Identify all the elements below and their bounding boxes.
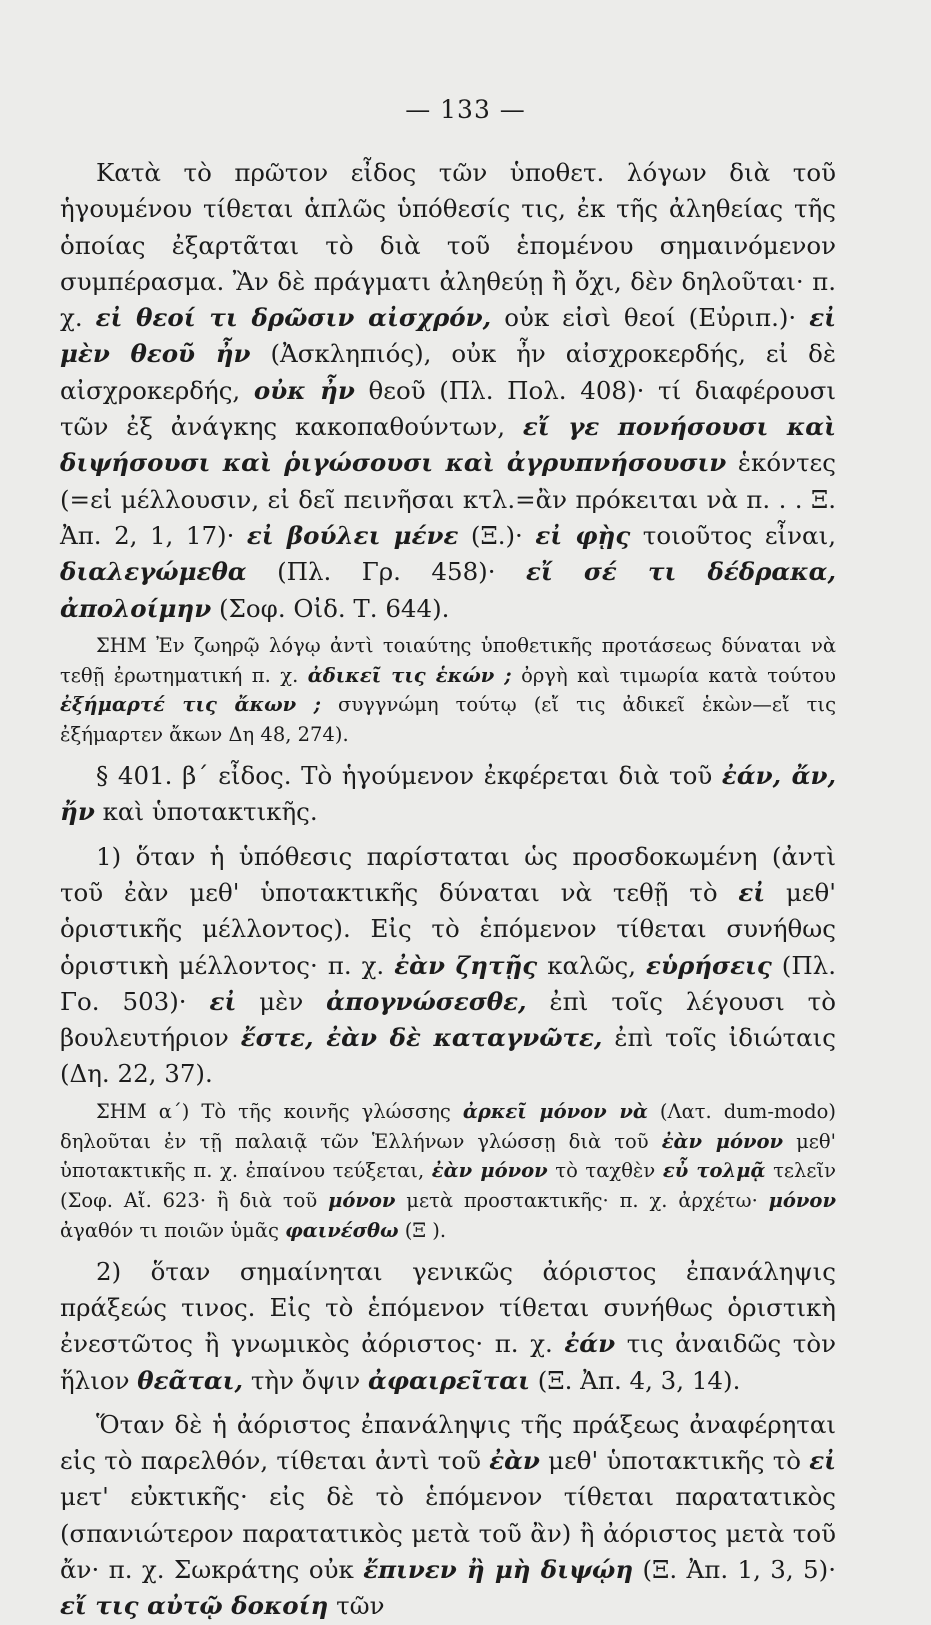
- text-run: τὴν ὄψιν: [243, 1365, 369, 1395]
- emphasized-text: φαινέσθω: [285, 1218, 399, 1242]
- emphasized-text: ἀπογνώσεσθε,: [326, 986, 527, 1016]
- text-run: καὶ ὑποτακτικῆς.: [94, 797, 318, 827]
- paragraph: [60, 839, 836, 1093]
- text-run: (Λατ. dum-modo) δηλοῦται ἐν τῇ παλαιᾷ τῶν Ἑλλήνων γλώσσῃ διὰ τοῦ: [60, 1099, 836, 1153]
- text-run: μὲν: [236, 986, 327, 1016]
- text-run: μεθ' ὑποτακτικῆς π. χ. ἐπαίνου τεύξεται,: [60, 1129, 837, 1183]
- emphasized-text: θεᾶται,: [137, 1365, 244, 1395]
- emphasized-text: ἀφαιρεῖται: [368, 1365, 530, 1395]
- emphasized-text: ἐάν: [564, 1329, 616, 1359]
- text-run: τὸ ταχθὲν: [547, 1159, 663, 1183]
- emphasized-text: ἐὰν: [489, 1446, 540, 1476]
- emphasized-text: εἰ: [738, 877, 766, 907]
- text-run: τις ἀναιδῶς τὸν ἥλιον: [60, 1329, 836, 1395]
- text-run: (Ξ.)·: [458, 520, 536, 550]
- emphasized-text: ἐὰν μόνον: [431, 1159, 548, 1183]
- text-run: ἀγαθόν τι ποιῶν ὑμᾶς: [60, 1218, 286, 1242]
- emphasized-text: εἰ: [209, 986, 237, 1016]
- text-run: (Πλ. Γο. 503)·: [60, 950, 836, 1016]
- text-run: τοιοῦτος εἶναι,: [630, 520, 836, 550]
- emphasized-text: ἐξήμαρτέ τις ἄκων ;: [60, 693, 321, 717]
- emphasized-text: εἴ τις αὐτῷ δοκοίη: [60, 1591, 329, 1621]
- emphasized-text: οὐκ ἦν: [253, 375, 355, 405]
- note-paragraph: [60, 631, 836, 750]
- text-run: ΣΗΜ α΄) Τὸ τῆς κοινῆς γλώσσης: [96, 1099, 463, 1123]
- emphasized-text: εἰ βούλει μένε: [246, 520, 459, 550]
- emphasized-text: ἀρκεῖ μόνον νὰ: [462, 1099, 648, 1123]
- emphasized-text: εἴ σέ τι δέδρακα, ἀπολοίμην: [60, 557, 836, 623]
- text-run: 2) ὅταν σημαίνηται γενικῶς ἀόριστος ἐπανάληψις πράξεώς τινος. Εἰς τὸ ἑπόμενον τίθεται συνήθως ὁριστικὴ ἐνεστῶτος ἢ γνωμικὸς ἀόριστος· π. χ.: [60, 1256, 836, 1359]
- emphasized-text: εἴ γε πονήσουσι καὶ διψήσουσι καὶ ῥιγώσουσι καὶ ἀγρυπνήσουσιν: [60, 412, 837, 478]
- text-run: § 401. β΄ εἶδος. Τὸ ἡγούμενον ἐκφέρεται διὰ τοῦ: [96, 761, 722, 791]
- paragraph: [60, 1407, 836, 1625]
- text-run: ἐπὶ τοῖς ἰδιώταις (Δη. 22, 37).: [60, 1023, 836, 1089]
- text-run: ὀργὴ καὶ τιμωρία κατὰ τούτου: [511, 663, 836, 687]
- text-body: [60, 155, 836, 1625]
- emphasized-text: εἰ θεοί τι δρῶσιν αἰσχρόν,: [95, 303, 492, 333]
- text-run: ἐπὶ τοῖς λέγουσι τὸ βουλευτήριον: [60, 986, 836, 1053]
- emphasized-text: ἀδικεῖ τις ἑκών ;: [307, 663, 512, 687]
- emphasized-text: εἰ: [809, 1446, 836, 1476]
- text-run: συγγνώμη τούτῳ (εἴ τις ἀδικεῖ ἑκὼν—εἴ τις ἐξήμαρτεν ἄκων Δη 48, 274).: [60, 693, 836, 747]
- text-run: Κατὰ τὸ πρῶτον εἶδος τῶν ὑποθετ. λόγων διὰ τοῦ ἡγουμένου τίθεται ἁπλῶς ὑπόθεσίς τις, ἐκ τῆς ἀληθείας τῆς ὁποίας ἐξαρτᾶται τὸ διὰ τοῦ ἑπομένου σημαινόμενον συμπέρασμα. Ἂν δὲ πράγματι ἀληθεύῃ ἢ ὄχι, δὲν δηλοῦται· π. χ.: [60, 158, 836, 333]
- emphasized-text: εἰ φῂς: [535, 520, 631, 550]
- text-run: (Ξ. Ἀπ. 1, 3, 5)·: [633, 1555, 836, 1585]
- text-run: τελεῖν (Σοφ. Αἴ. 623· ἢ διὰ τοῦ: [60, 1159, 836, 1213]
- emphasized-text: διαλεγώμεθα: [60, 557, 247, 587]
- text-run: καλῶς,: [537, 950, 647, 980]
- emphasized-text: ἔπινεν ἢ μὴ διψῴη: [363, 1555, 634, 1585]
- text-run: ἑκόντες (=εἰ μέλλουσιν, εἰ δεῖ πεινῆσαι κτλ.=ἂν πρόκειται νὰ π. . . Ξ. Ἀπ. 2, 1, 17)·: [60, 448, 836, 550]
- text-run: μεθ' ὁριστικῆς μέλλοντος). Εἰς τὸ ἑπόμενον τίθεται συνήθως ὁριστικὴ μέλλοντος· π. χ.: [60, 877, 836, 980]
- text-run: ΣΗΜ Ἐν ζωηρῷ λόγῳ ἀντὶ τοιαύτης ὑποθετικῆς προτάσεως δύναται νὰ τεθῇ ἐρωτηματική π. χ.: [60, 633, 836, 687]
- text-run: μετ' εὐκτικῆς· εἰς δὲ τὸ ἑπόμενον τίθεται παρατατικὸς (σπανιώτερον παρατατικὸς μετὰ τοῦ ἂν) ἢ ἀόριστος μετὰ τοῦ ἄν· π. χ. Σωκράτης οὐκ: [60, 1482, 836, 1585]
- text-run: μετὰ προστακτικῆς· π. χ. ἀρχέτω·: [395, 1189, 769, 1213]
- text-run: τῶν: [328, 1591, 385, 1621]
- text-run: 1) ὅταν ἡ ὑπόθεσις παρίσταται ὡς προσδοκωμένη (ἀντὶ τοῦ ἐὰν μεθ' ὑποτακτικῆς δύναται νὰ τεθῇ τὸ: [60, 841, 836, 907]
- text-run: μεθ' ὑποτακτικῆς τὸ: [539, 1446, 810, 1476]
- text-run: (Ἀσκληπιός), οὐκ ἦν αἰσχροκερδής, εἰ δὲ αἰσχροκερδής,: [60, 339, 836, 405]
- text-run: θεοῦ (Πλ. Πολ. 408)· τί διαφέρουσι τῶν ἐξ ἀνάγκης κακοπαθούντων,: [60, 375, 836, 442]
- text-run: (Πλ. Γρ. 458)·: [246, 557, 526, 587]
- emphasized-text: ἔστε, ἐὰν δὲ καταγνῶτε,: [240, 1023, 603, 1053]
- emphasized-text: ἐάν, ἄν, ἤν: [60, 761, 836, 827]
- emphasized-text: εἰ μὲν θεοῦ ἦν: [60, 303, 836, 369]
- page-number: — 133 —: [405, 95, 526, 124]
- emphasized-text: ἐὰν μόνον: [661, 1129, 784, 1153]
- text-run: (Σοφ. Οἰδ. Τ. 644).: [211, 593, 450, 623]
- paragraph: [60, 758, 836, 831]
- text-run: οὐκ εἰσὶ θεοί (Εὐριπ.)·: [491, 303, 810, 333]
- emphasized-text: εὖ τολμᾷ: [662, 1159, 766, 1183]
- text-run: (Ξ ).: [398, 1218, 447, 1242]
- note-paragraph: [60, 1097, 836, 1246]
- paragraph: [60, 155, 836, 627]
- text-run: (Ξ. Ἀπ. 4, 3, 14).: [529, 1365, 741, 1395]
- emphasized-text: εὑρήσεις: [646, 950, 772, 980]
- text-run: Ὅταν δὲ ἡ ἀόριστος ἐπανάληψις τῆς πράξεως ἀναφέρηται εἰς τὸ παρελθόν, τίθεται ἀντὶ τοῦ: [60, 1409, 836, 1476]
- paragraph: [60, 1254, 836, 1399]
- emphasized-text: ἐὰν ζητῇς: [394, 950, 538, 980]
- emphasized-text: μόνον: [328, 1189, 396, 1213]
- emphasized-text: μόνον: [768, 1189, 836, 1213]
